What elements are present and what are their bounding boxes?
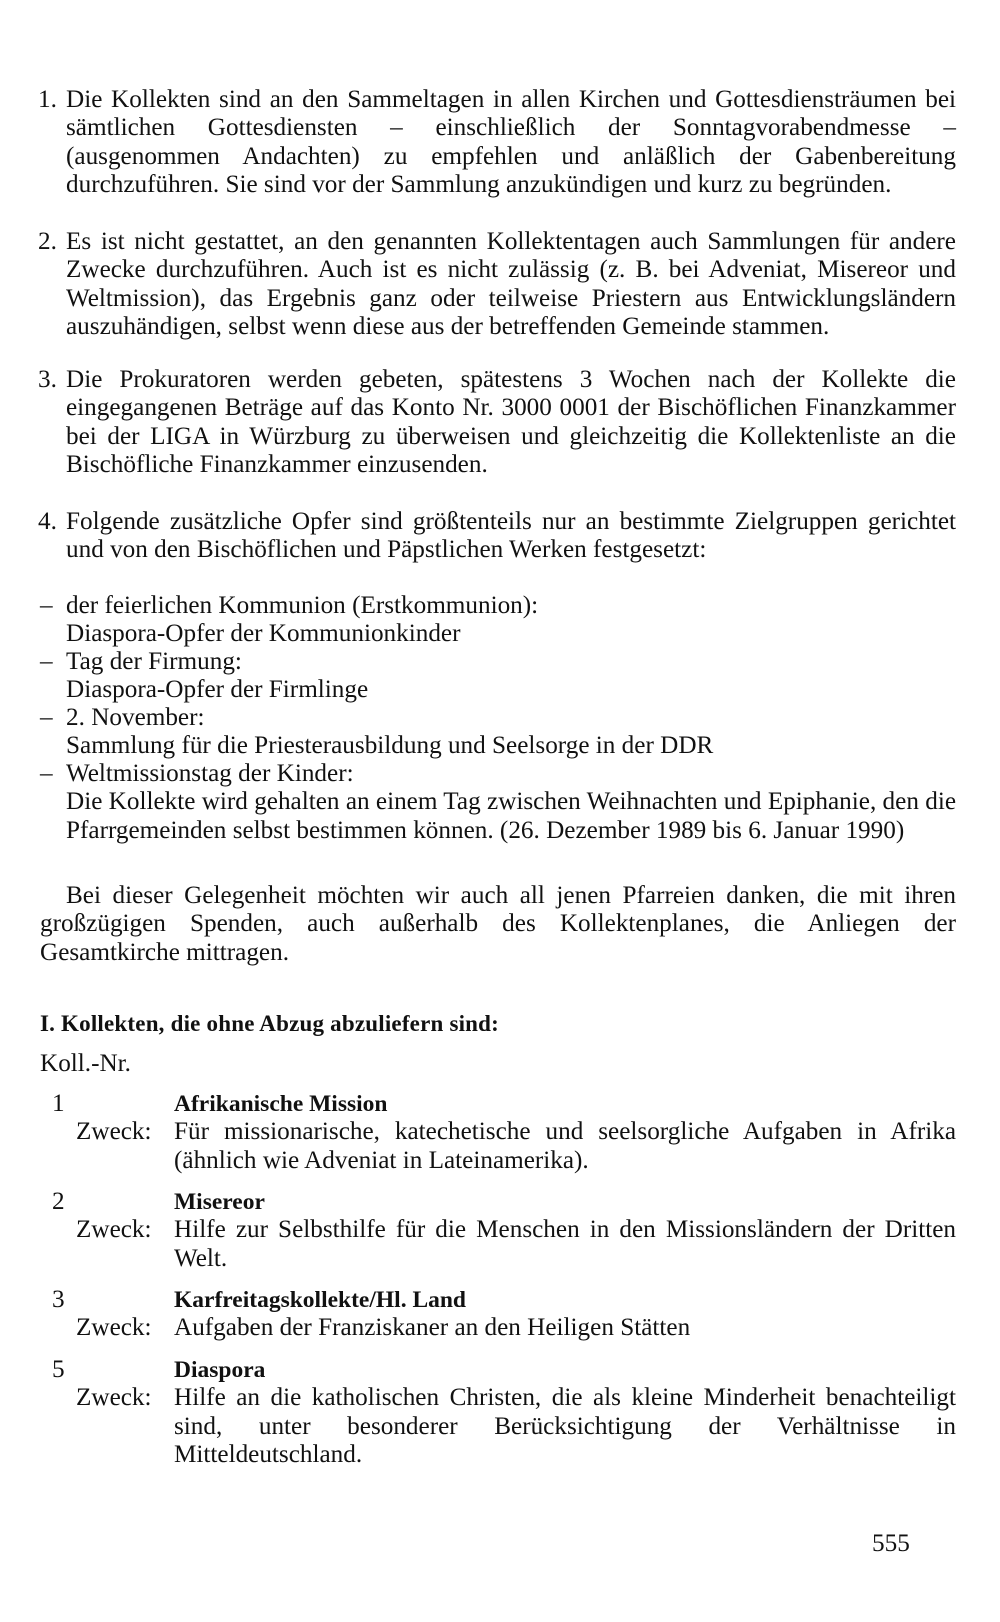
dash-mark: –	[40, 760, 53, 787]
closing-paragraph: Bei dieser Gelegenheit möchten wir auch all jenen Pfarreien danken, die mit ihren großzügigen Spenden, auch außerhalb des Kollektenplanes, die Anliegen der Gesamtkirche mittragen.	[40, 882, 956, 966]
collection-name: Karfreitagskollekte/Hl. Land	[174, 1287, 467, 1313]
dash-line-1: der feierlichen Kommunion (Erstkommunion):	[66, 592, 539, 619]
dash-line-2: Die Kollekte wird gehalten an einem Tag zwischen Weihnachten und Epiphanie, den die Pfarrgemeinden selbst bestimmen können. (26. Dezember 1989 bis 6. Januar 1990)	[66, 788, 956, 844]
section-heading: I. Kollekten, die ohne Abzug abzuliefern sind:	[40, 1011, 500, 1036]
item-text: Es ist nicht gestattet, an den genannten Kollektentagen auch Sammlungen für andere Zwecke durchzuführen. Auch ist es nicht zulässig (z. B. bei Adveniat, Misereor und Weltmission), das Ergebnis ganz oder teilweise Priestern aus Entwicklungsländern auszuhändigen, selbst wenn diese aus der betreffenden Gemeinde stammen.	[66, 228, 956, 341]
collection-name: Misereor	[174, 1189, 265, 1215]
dash-line-2: Diaspora-Opfer der Firmlinge	[66, 676, 369, 704]
dash-item-november	[40, 704, 956, 761]
item-text: Die Kollekten sind an den Sammeltagen in allen Kirchen und Gottesdiensträumen bei sämtlichen Gottesdiensten – einschließlich der Sonntagvorabendmesse – (ausgenommen Andachten) zu empfehlen und anläßlich der Gabenbereitung durchzuführen. Sie sind vor der Sammlung anzukündigen und kurz zu begründen.	[66, 86, 956, 199]
dash-mark: –	[40, 704, 53, 731]
item-text: Folgende zusätzliche Opfer sind größtenteils nur an bestimmte Zielgruppen gerichtet und von den Bischöflichen und Päpstlichen Werken festgesetzt:	[66, 508, 956, 564]
zweck-label: Zweck:	[76, 1384, 152, 1412]
zweck-text: Hilfe zur Selbsthilfe für die Menschen in den Missionsländern der Dritten Welt.	[174, 1216, 956, 1272]
dash-line-1: 2. November:	[66, 704, 205, 731]
item-text: Die Prokuratoren werden gebeten, spätestens 3 Wochen nach der Kollekte die eingegangenen Beträge auf das Konto Nr. 3000 0001 der Bischöflichen Finanzkammer bei der LIGA in Würzburg zu überweisen und gleichzeitig die Kollektenliste an die Bischöfliche Finanzkammer einzusenden.	[66, 366, 956, 479]
collection-number: 3	[52, 1286, 65, 1313]
collection-name: Diaspora	[174, 1357, 266, 1383]
numbered-item-2	[40, 228, 956, 342]
dash-line-1: Weltmissionstag der Kinder:	[66, 760, 354, 787]
item-number: 3.	[38, 366, 57, 393]
zweck-text: Für missionarische, katechetische und seelsorgliche Aufgaben in Afrika (ähnlich wie Adveniat in Lateinamerika).	[174, 1118, 956, 1174]
item-number: 2.	[38, 228, 57, 255]
zweck-label: Zweck:	[76, 1118, 152, 1146]
item-number: 4.	[38, 508, 57, 535]
collection-number: 2	[52, 1188, 65, 1215]
dash-line-2: Diaspora-Opfer der Kommunionkinder	[66, 620, 461, 648]
collection-number: 5	[52, 1356, 65, 1383]
numbered-item-1	[40, 86, 956, 200]
page-number: 555	[872, 1530, 910, 1557]
zweck-label: Zweck:	[76, 1314, 152, 1342]
koll-nr-label: Koll.-Nr.	[40, 1050, 131, 1077]
collection-number: 1	[52, 1090, 65, 1117]
dash-line-2: Sammlung für die Priesterausbildung und Seelsorge in der DDR	[66, 732, 714, 760]
dash-mark: –	[40, 592, 53, 619]
item-number: 1.	[38, 86, 57, 113]
dash-mark: –	[40, 648, 53, 675]
dash-item-firmung	[40, 648, 956, 705]
dash-line-1: Tag der Firmung:	[66, 648, 242, 675]
zweck-label: Zweck:	[76, 1216, 152, 1244]
dash-item-weltmissionstag	[40, 760, 956, 845]
dash-item-kommunion	[40, 592, 956, 649]
collection-name: Afrikanische Mission	[174, 1091, 388, 1117]
zweck-text: Aufgaben der Franziskaner an den Heiligen Stätten	[174, 1314, 691, 1342]
numbered-item-4	[40, 508, 956, 565]
zweck-text: Hilfe an die katholischen Christen, die als kleine Minderheit benachteiligt sind, unter besonderer Berücksichtigung der Verhältnisse in Mitteldeutschland.	[174, 1384, 956, 1469]
numbered-item-3	[40, 366, 956, 480]
